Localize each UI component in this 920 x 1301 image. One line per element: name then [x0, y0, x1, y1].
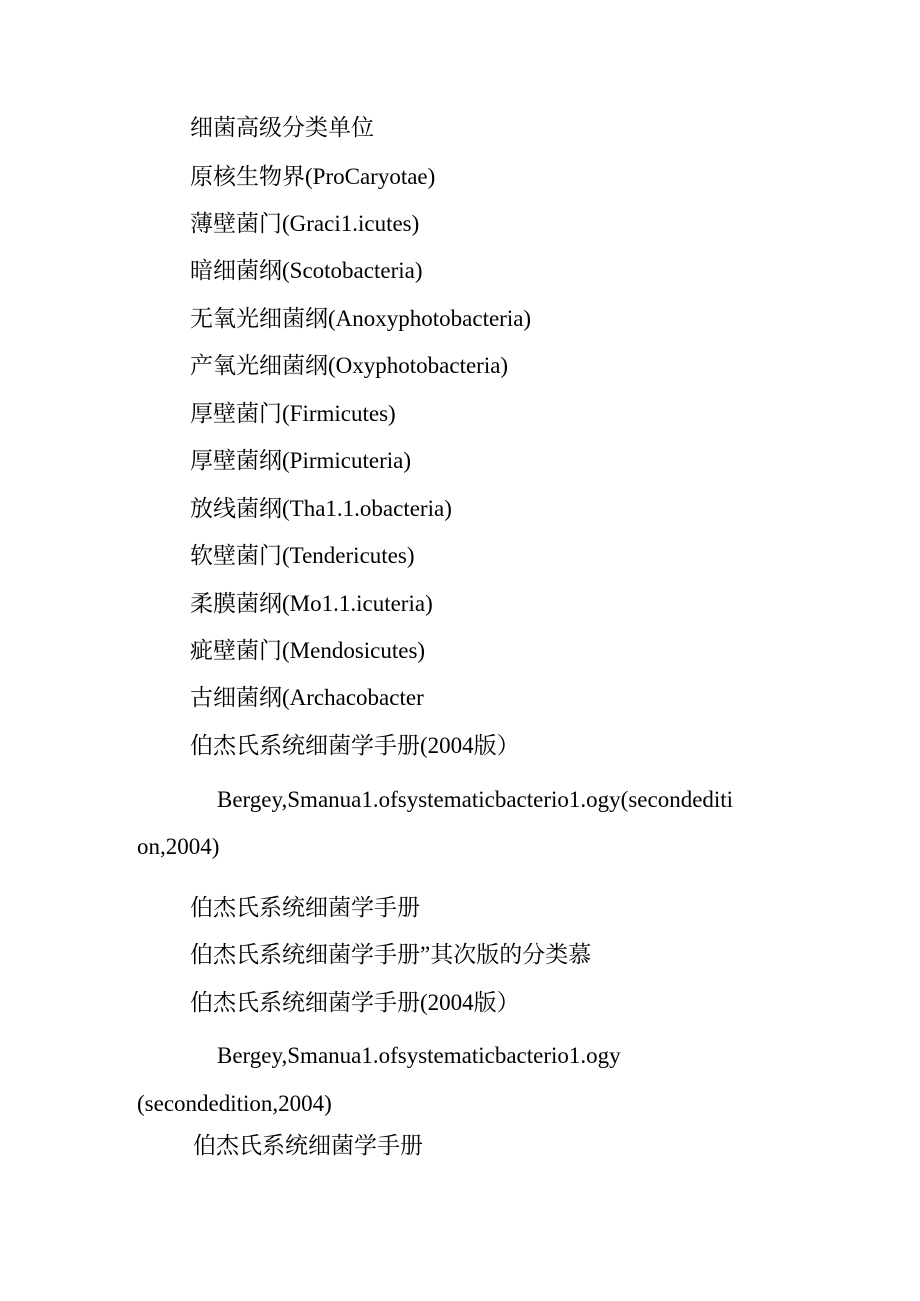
taxon-line-mendosicutes: 疵壁菌门(Mendosicutes): [190, 638, 426, 663]
taxon-line-tenericutes: 软壁菌门(Tendericutes): [190, 543, 415, 568]
taxon-line-archaebacteria: 古细菌纲(Archacobacter: [190, 685, 424, 710]
bergey-english-title-line2: on,2004): [137, 834, 220, 859]
manual-title: 伯杰氏系统细菌学手册: [190, 895, 420, 920]
taxon-line-firmicuteria: 厚壁菌纲(Pirmicuteria): [190, 448, 412, 473]
taxon-line-mollicutes: 柔膜菌纲(Mo1.1.icuteria): [190, 591, 433, 616]
taxon-line-kingdom: 原核生物界(ProCaryotae): [190, 164, 436, 189]
taxon-line-oxyphotobacteria: 产氧光细菌纲(Oxyphotobacteria): [190, 353, 509, 378]
manual-title-final: 伯杰氏系统细菌学手册: [193, 1133, 423, 1158]
bergey-english-title-repeat-line2: (secondedition,2004): [137, 1091, 332, 1116]
manual-title-2004-repeat: 伯杰氏系统细菌学手册(2004版）: [190, 990, 520, 1015]
taxon-line-gracilicutes: 薄壁菌门(Graci1.icutes): [190, 211, 420, 236]
section-heading: 细菌高级分类单位: [190, 115, 374, 140]
taxon-line-anoxyphotobacteria: 无氧光细菌纲(Anoxyphotobacteria): [190, 306, 532, 331]
manual-title-2004: 伯杰氏系统细菌学手册(2004版）: [190, 733, 520, 758]
manual-second-edition-line: 伯杰氏系统细菌学手册”其次版的分类慕: [190, 942, 592, 967]
taxon-line-firmicutes: 厚壁菌门(Firmicutes): [190, 401, 396, 426]
taxon-line-scotobacteria: 暗细菌纲(Scotobacteria): [190, 258, 423, 283]
bergey-english-title-line1: Bergey,Smanua1.ofsystematicbacterio1.ogy(secondediti: [217, 787, 734, 812]
bergey-english-title-repeat-line1: Bergey,Smanua1.ofsystematicbacterio1.ogy: [217, 1043, 621, 1068]
taxon-line-thallobacteria: 放线菌纲(Tha1.1.obacteria): [190, 496, 452, 521]
